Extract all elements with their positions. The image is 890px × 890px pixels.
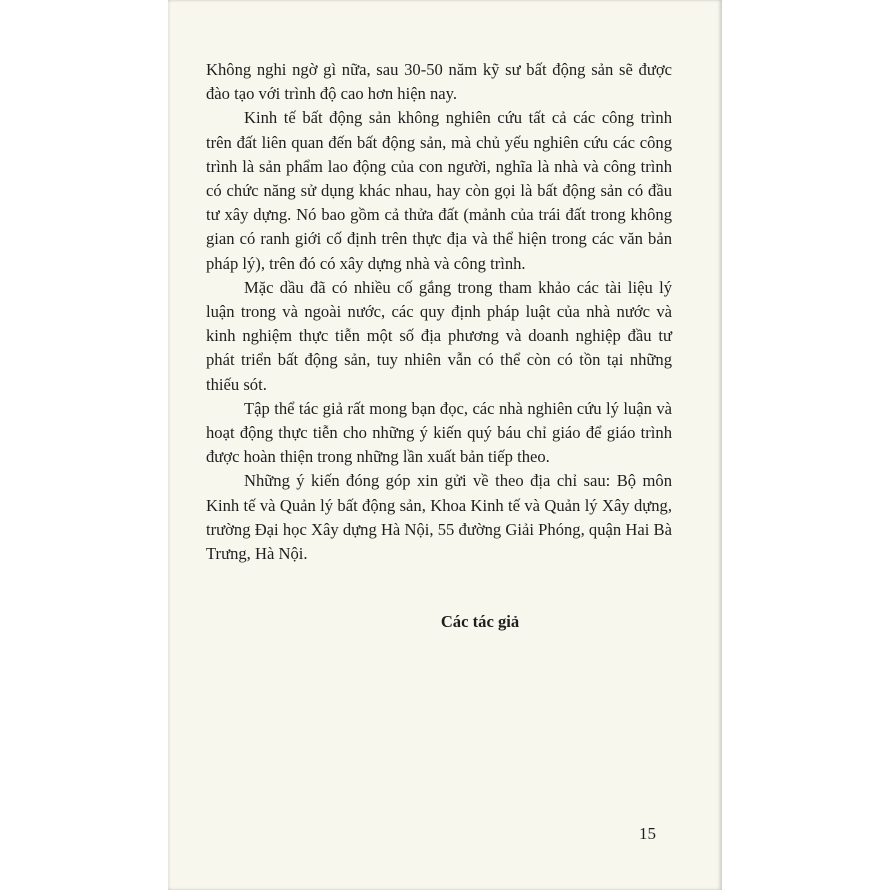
page-number: 15 (639, 824, 656, 843)
body-text (206, 58, 672, 566)
signature: Các tác giả (440, 612, 520, 631)
paragraph-5: Những ý kiến đóng góp xin gửi về theo địa chỉ sau: Bộ môn Kinh tế và Quản lý bất động sản, Khoa Kinh tế và Quản lý Xây dựng, trường Đại học Xây dựng Hà Nội, 55 đường Giải Phóng, quận Hai Bà Trưng, Hà Nội. (206, 471, 672, 564)
paragraph-1: Không nghi ngờ gì nữa, sau 30-50 năm kỹ sư bất động sản sẽ được đào tạo với trình độ cao hơn hiện nay. (206, 60, 672, 104)
paragraph-2: Kinh tế bất động sản không nghiên cứu tất cả các công trình trên đất liên quan đến bất động sản, mà chủ yếu nghiên cứu các công trình là sản phẩm lao động của con người, nghĩa là nhà và công trình có chức năng sử dụng khác nhau, hay còn gọi là bất động sản có đầu tư xây dựng. Nó bao gồm cả thửa đất (mảnh của trái đất trong không gian có ranh giới cố định trên thực địa và thể hiện trong các văn bản pháp lý), trên đó có xây dựng nhà và công trình. (206, 108, 672, 273)
paragraph-4: Tập thể tác giả rất mong bạn đọc, các nhà nghiên cứu lý luận và hoạt động thực tiễn cho những ý kiến quý báu chỉ giáo để giáo trình được hoàn thiện trong những lần xuất bản tiếp theo. (206, 398, 672, 467)
book-page (168, 0, 722, 890)
paragraph-3: Mặc dầu đã có nhiều cố gắng trong tham khảo các tài liệu lý luận trong và ngoài nước, các quy định pháp luật của nhà nước và kinh nghiệm thực tiễn một số địa phương và doanh nghiệp đầu tư phát triển bất động sản, tuy nhiên vẫn có thể còn có tồn tại những thiếu sót. (206, 277, 672, 394)
